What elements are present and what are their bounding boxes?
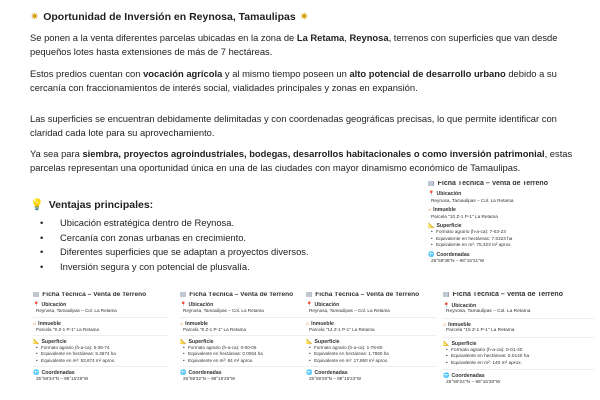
text-run: Ya sea para — [30, 148, 83, 159]
section-label: Ubicación — [41, 302, 67, 309]
document-icon: ▤ — [33, 292, 40, 298]
paragraph-vocation — [30, 67, 578, 94]
card-title — [180, 292, 308, 298]
document-icon: ▤ — [180, 292, 187, 298]
section-label: Superficie — [41, 339, 67, 346]
datasheet-card — [443, 292, 595, 392]
section-label: Coordenadas — [188, 369, 222, 376]
page-title — [30, 10, 309, 23]
section-label: Ubicación — [436, 191, 462, 198]
section-label: Inmueble — [185, 320, 208, 327]
ruler-icon: 📐 — [443, 340, 450, 347]
list-item: • Formato agrario (h-a-ca): 7-53-23 — [436, 229, 593, 235]
divider — [33, 335, 168, 336]
divider — [33, 366, 168, 367]
benefits-heading — [30, 198, 153, 211]
document-icon: ▤ — [428, 181, 435, 187]
house-icon: ⌂ — [443, 321, 447, 328]
ruler-icon: 📐 — [428, 223, 435, 230]
house-icon: ⌂ — [180, 320, 184, 327]
list-item: • Equivalente en m²: 53,674 m² aprox. — [41, 358, 168, 364]
location-value: Reynosa, Tamaulipas – Col. La Retama — [431, 197, 514, 203]
card-title-text: Ficha Técnica – Venta de Terreno — [437, 181, 548, 187]
ruler-icon: 📐 — [306, 339, 313, 346]
ruler-icon: 📐 — [33, 339, 40, 346]
section-label: Superficie — [188, 339, 214, 346]
list-item: • Equivalente en m²: 17,860 m² aprox. — [314, 358, 436, 364]
card-title — [306, 292, 436, 298]
list-item: • Equivalente en m²: 140 m² aprox. — [451, 361, 595, 368]
coordinates-value: 25°59'29"N – 98°15'23"W — [309, 376, 362, 382]
bold-run: siembra, proyectos agroindustriales, bodegas, desarrollos habitacionales o como inversión patrimonial — [82, 148, 545, 159]
paragraph-surfaces: Las superficies se encuentran debidamente delimitadas y con coordenadas geográficas precisas, lo que permite identificar con claridad cada lote para su aprovechamiento. — [30, 113, 557, 138]
list-item: • Equivalente en m²: 75,323 m² aprox. — [436, 242, 593, 248]
section-label: Inmueble — [448, 321, 471, 328]
coordinates-value: 25°59'36"N – 98°15'31"W — [431, 258, 485, 264]
section-label: Coordenadas — [314, 369, 348, 376]
property-value: Parcela "14 Z-1 P-1" La Retama — [309, 326, 375, 332]
globe-icon: 🌐 — [443, 373, 450, 380]
document-icon: ▤ — [306, 292, 313, 298]
list-item: • Formato agrario (h-a-ca): 5-36-74 — [41, 345, 168, 351]
list-item: • Equivalente en hectáreas: 0.0140 ha — [451, 354, 595, 361]
card-title — [443, 292, 595, 299]
list-item: • Equivalente en hectáreas: 1.7860 ha — [314, 351, 436, 357]
card-title-text: Ficha Técnica – Venta de Terreno — [189, 292, 294, 298]
sparkle-icon: ✷ — [30, 11, 40, 23]
divider — [180, 335, 308, 336]
section-label: Inmueble — [311, 320, 334, 327]
list-item: • Formato agrario (h-a-ca): 0-01-40 — [451, 348, 595, 355]
divider — [33, 317, 168, 318]
page-title-text: Oportunidad de Inversión en Reynosa, Tamaulipas — [43, 10, 296, 23]
coordinates-value: 25°59'32"N – 98°15'26"W — [183, 376, 236, 382]
text-run: debido a su cercanía con fraccionamientos de interés social, vialidades principales y zonas en expansión. — [30, 68, 557, 93]
section-label: Superficie — [451, 340, 477, 347]
section-label: Coordenadas — [451, 373, 485, 380]
location-value: Reynosa, Tamaulipas – Col. La Retama — [183, 308, 264, 314]
pin-icon: 📍 — [443, 302, 450, 309]
location-value: Reynosa, Tamaulipas – Col. La Retama — [36, 308, 117, 314]
globe-icon: 🌐 — [180, 369, 187, 376]
divider — [180, 366, 308, 367]
property-value: Parcela "10 Z-1 P-1" La Retama — [431, 213, 498, 219]
datasheet-card — [306, 292, 436, 392]
card-title — [33, 292, 168, 298]
section-label: Inmueble — [38, 320, 61, 327]
text-run: y al mismo tiempo poseen un — [222, 68, 350, 79]
card-section — [443, 341, 595, 348]
divider — [443, 337, 595, 338]
section-label: Superficie — [436, 223, 462, 230]
datasheet-card — [180, 292, 308, 392]
list-item: • Diferentes superficies que se adaptan a proyectos diversos. — [40, 245, 309, 260]
bold-run: vocación agrícola — [143, 68, 223, 79]
property-value: Parcela "9 Z-1 P-1" La Retama — [36, 326, 100, 332]
globe-icon: 🌐 — [428, 251, 435, 258]
benefits-heading-text: Ventajas principales: — [48, 198, 154, 211]
coordinates-value: 25°59'24"N – 98°15'20"W — [446, 379, 501, 385]
globe-icon: 🌐 — [33, 369, 40, 376]
document-icon: ▤ — [443, 292, 450, 298]
surface-list — [33, 345, 168, 364]
divider — [180, 317, 308, 318]
pin-icon: 📍 — [306, 302, 313, 309]
paragraph-intro — [30, 31, 578, 58]
ruler-icon: 📐 — [180, 339, 187, 346]
surface-list — [180, 345, 308, 364]
bold-run: Reynosa — [349, 32, 389, 43]
bold-run: La Retama — [296, 32, 345, 43]
text-run: , estas parcelas representan una oportunidad única en una de las ciudades con mayor dinamismo económico de Tamaulipas. — [30, 148, 573, 173]
benefits-list — [40, 216, 309, 274]
lightbulb-icon: 💡 — [30, 199, 44, 211]
sparkle-icon: ✷ — [299, 11, 309, 23]
surface-list — [306, 345, 436, 364]
section-label: Ubicación — [451, 302, 477, 309]
surface-list — [428, 229, 593, 248]
coordinates-value: 25°59'34"N – 98°15'29"W — [36, 376, 89, 382]
list-item: • Formato agrario (h-a-ca): 1-78-60 — [314, 345, 436, 351]
property-value: Parcela "15 Z-1 P-1" La Retama — [446, 328, 515, 334]
pin-icon: 📍 — [180, 302, 187, 309]
list-item: • Equivalente en hectáreas: 0.0064 ha — [188, 351, 308, 357]
location-value: Reynosa, Tamaulipas – Col. La Retama — [446, 309, 531, 315]
section-label: Inmueble — [433, 207, 456, 214]
list-item: • Formato agrario (h-a-ca): 0-00-05 — [188, 345, 308, 351]
property-value: Parcela "8 Z-1 P-1" La Retama — [183, 326, 247, 332]
card-section — [443, 373, 595, 380]
divider — [443, 369, 595, 370]
text-run: Se ponen a la venta diferentes parcelas ubicadas en la zona de — [30, 32, 297, 43]
text-run: , — [344, 32, 350, 43]
section-label: Ubicación — [188, 302, 214, 309]
list-item: • Equivalente en hectáreas: 7.5323 ha — [436, 236, 593, 242]
section-label: Coordenadas — [41, 369, 75, 376]
divider — [306, 335, 436, 336]
globe-icon: 🌐 — [306, 369, 313, 376]
bold-run: alto potencial de desarrollo urbano — [349, 68, 506, 79]
list-item: • Inversión segura y con potencial de plusvalía. — [40, 260, 309, 275]
section-label: Coordenadas — [436, 251, 470, 258]
divider — [306, 317, 436, 318]
list-item: • Cercanía con zonas urbanas en crecimiento. — [40, 231, 309, 246]
section-label: Superficie — [314, 339, 340, 346]
list-item: • Equivalente en hectáreas: 5.3674 ha — [41, 351, 168, 357]
card-title-text: Ficha Técnica – Venta de Terreno — [42, 292, 147, 298]
datasheet-card — [33, 292, 168, 392]
surface-list — [443, 348, 595, 368]
card-title — [428, 181, 593, 187]
divider — [443, 318, 595, 319]
location-value: Reynosa, Tamaulipas – Col. La Retama — [309, 308, 390, 314]
section-label: Ubicación — [314, 302, 340, 309]
list-item: • Equivalente en m²: 64 m² aprox. — [188, 358, 308, 364]
datasheet-card — [428, 181, 593, 271]
card-title-text: Ficha Técnica – Venta de Terreno — [452, 292, 563, 298]
house-icon: ⌂ — [428, 207, 432, 214]
card-title-text: Ficha Técnica – Venta de Terreno — [315, 292, 420, 298]
paragraph-uses — [30, 147, 578, 174]
text-run: , terrenos con superficies que van desde pequeños lotes hasta extensiones de más de 7 hectáreas. — [30, 32, 558, 57]
divider — [306, 366, 436, 367]
house-icon: ⌂ — [306, 320, 310, 327]
pin-icon: 📍 — [33, 302, 40, 309]
list-item: • Ubicación estratégica dentro de Reynosa. — [40, 216, 309, 231]
pin-icon: 📍 — [428, 191, 435, 198]
text-run: Estos predios cuentan con — [30, 68, 144, 79]
house-icon: ⌂ — [33, 320, 37, 327]
